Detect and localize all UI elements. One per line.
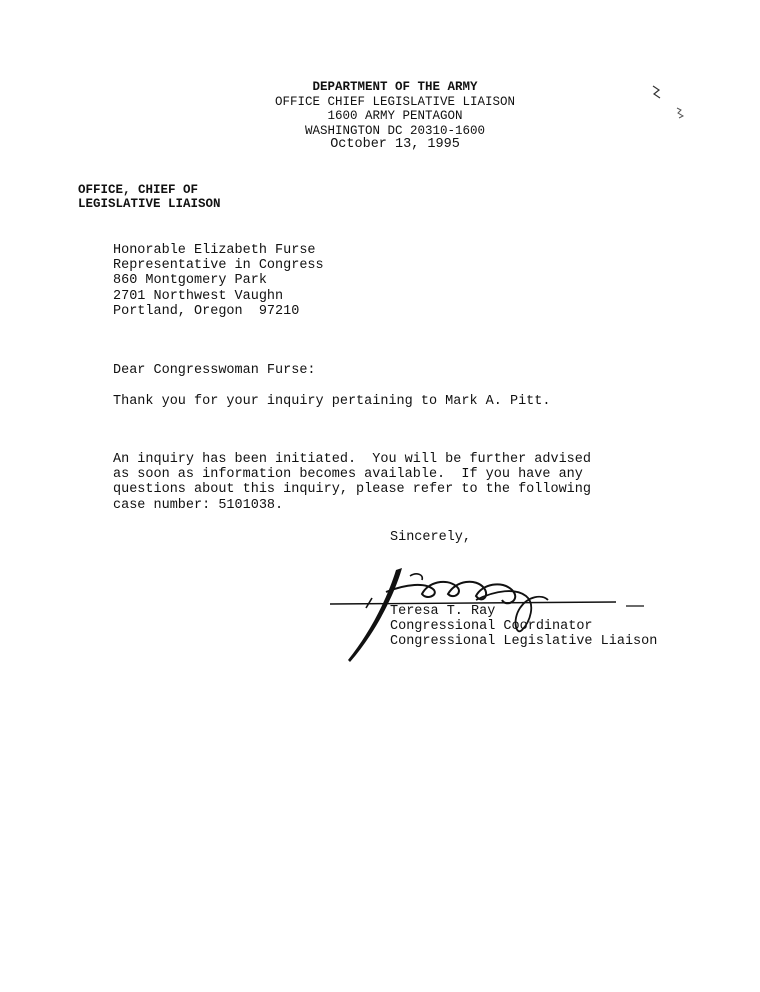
recipient-line: 860 Montgomery Park [113, 273, 267, 289]
paragraph-line: case number: 5101038. [113, 497, 284, 513]
recipient-line: Representative in Congress [113, 258, 324, 274]
signer-title: Congressional Coordinator [390, 619, 593, 635]
paragraph-line: as soon as information becomes available. If you have any [113, 467, 583, 483]
recipient-line: Honorable Elizabeth Furse [113, 243, 316, 258]
letterhead-line: OFFICE CHIEF LEGISLATIVE LIAISON [274, 94, 516, 109]
paragraph-line: An inquiry has been initiated. You will be further advised [113, 452, 591, 467]
letterhead-line: WASHINGTON DC 20310-1600 [304, 123, 486, 138]
sender-office-line: LEGISLATIVE LIAISON [78, 197, 221, 211]
handwritten-marks [645, 80, 705, 130]
sender-office [78, 183, 221, 211]
salutation [113, 363, 316, 378]
salutation-text: Dear Congresswoman Furse: [113, 363, 316, 378]
letterhead-line: DEPARTMENT OF THE ARMY [312, 80, 478, 94]
signer-office: Congressional Legislative Liaison [390, 634, 658, 650]
closing-text: Sincerely, [390, 530, 472, 545]
paragraph-line: Thank you for your inquiry pertaining to Mark A. Pitt. [113, 394, 551, 409]
closing [390, 530, 471, 545]
recipient-line: 2701 Northwest Vaughn [113, 288, 284, 304]
recipient-line: Portland, Oregon 97210 [113, 303, 300, 319]
letterhead [200, 80, 590, 153]
letterhead-line: 1600 ARMY PENTAGON [327, 109, 463, 124]
signer-name: Teresa T. Ray [390, 604, 496, 619]
paragraph-1 [113, 394, 550, 409]
letter-date: October 13, 1995 [330, 137, 460, 153]
paragraph-line: questions about this inquiry, please refer to the following [113, 482, 591, 498]
signer-block [390, 604, 657, 650]
recipient-address [113, 243, 324, 319]
sender-office-line: OFFICE, CHIEF OF [78, 183, 199, 197]
paragraph-2 [113, 452, 591, 513]
